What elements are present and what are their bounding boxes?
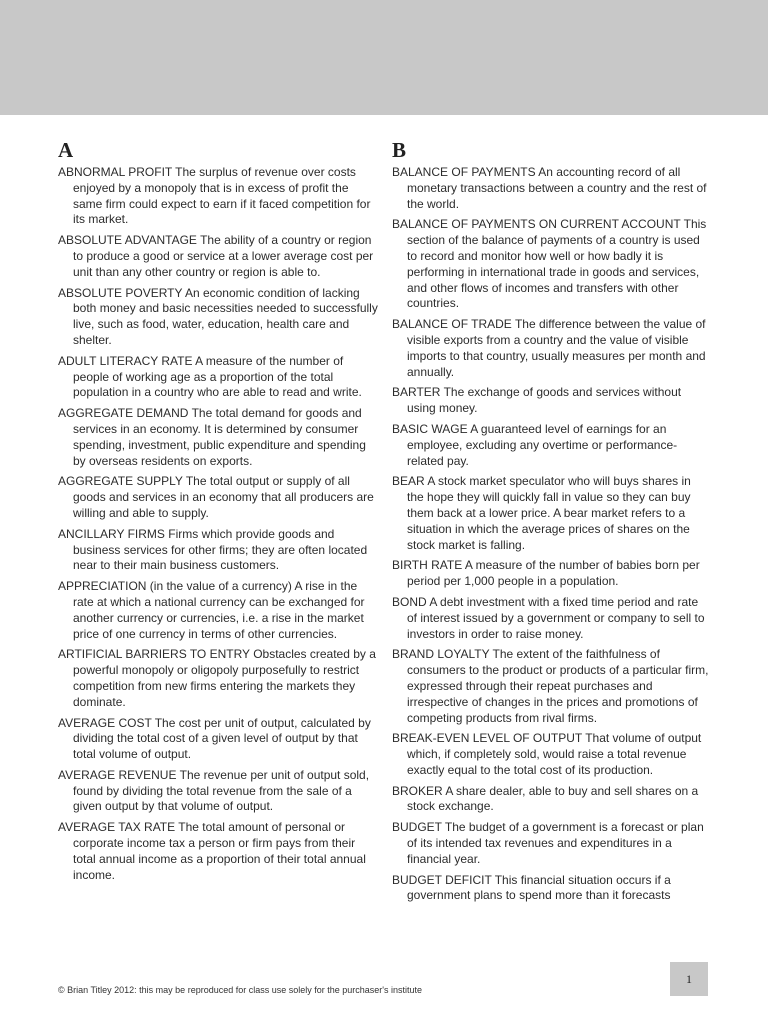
glossary-entry bbox=[392, 784, 710, 816]
glossary-entry bbox=[58, 233, 380, 280]
entry-term: BIRTH RATE bbox=[392, 558, 463, 573]
entry-definition: The difference between the value of visible exports from a country and the value of visible imports to that country, usually measures per month and annually. bbox=[407, 317, 706, 379]
glossary-entry bbox=[392, 317, 710, 380]
entry-term: APPRECIATION (in the value of a currency) bbox=[58, 579, 292, 594]
entry-definition: The total output or supply of all goods and services in an economy that all producers are willing and able to supply. bbox=[73, 474, 374, 520]
entry-list-a bbox=[58, 165, 380, 883]
entry-term: BUDGET bbox=[392, 820, 442, 835]
glossary-entry bbox=[392, 873, 710, 905]
glossary-entry bbox=[58, 165, 380, 228]
glossary-entry bbox=[392, 820, 710, 867]
entry-definition: A rise in the rate at which a national currency can be exchanged for another currency or currencies, i.e. a rise in the market price of one currency in terms of other currencies. bbox=[73, 579, 365, 641]
entry-definition: The total amount of personal or corporate income tax a person or firm pays from their total annual income as a proportion of their total annual income. bbox=[73, 820, 366, 882]
glossary-entry bbox=[392, 647, 710, 726]
glossary-entry bbox=[58, 354, 380, 401]
page-number-box bbox=[670, 962, 708, 996]
entry-term: AGGREGATE SUPPLY bbox=[58, 474, 183, 489]
entry-definition: The cost per unit of output, calculated by dividing the total cost of a given level of output by that total volume of output. bbox=[73, 715, 371, 762]
entry-term: ABSOLUTE POVERTY bbox=[58, 285, 183, 300]
section-letter-a: A bbox=[58, 138, 74, 162]
header-band bbox=[0, 0, 768, 115]
entry-term: ANCILLARY FIRMS bbox=[58, 526, 165, 541]
entry-term: AGGREGATE DEMAND bbox=[58, 406, 189, 421]
glossary-entry bbox=[392, 474, 710, 553]
entry-term: BREAK-EVEN LEVEL OF OUTPUT bbox=[392, 731, 583, 746]
entry-definition: The budget of a government is a forecast or plan of its intended tax revenues and expenditures in a financial year. bbox=[407, 820, 704, 866]
entry-definition: A measure of the number of babies born per period per 1,000 people in a population. bbox=[407, 558, 700, 589]
glossary-entry bbox=[392, 385, 710, 417]
entry-term: ADULT LITERACY RATE bbox=[58, 353, 193, 368]
entry-term: BASIC WAGE bbox=[392, 421, 468, 436]
entry-definition: The extent of the faithfulness of consumers to the product or products of a particular firm, expressed through their repeat purchases and irrespective of changes in the prices and promotions of competing products from rival firms. bbox=[407, 647, 709, 725]
entry-definition: The exchange of goods and services without using money. bbox=[407, 385, 682, 416]
entry-term: ABNORMAL PROFIT bbox=[58, 165, 173, 179]
entry-definition: A debt investment with a fixed time period and rate of interest issued by a government or company to sell to investors in order to raise money. bbox=[407, 594, 705, 641]
section-letter-b: B bbox=[392, 138, 407, 162]
glossary-entry bbox=[58, 474, 380, 521]
page-number: 1 bbox=[686, 971, 692, 986]
entry-definition: A share dealer, able to buy and sell shares on a stock exchange. bbox=[407, 783, 699, 814]
glossary-entry bbox=[58, 406, 380, 469]
glossary-entry bbox=[392, 422, 710, 469]
glossary-entry bbox=[58, 820, 380, 883]
entry-term: BOND bbox=[392, 594, 427, 609]
glossary-entry bbox=[58, 286, 380, 349]
glossary-entry bbox=[392, 731, 710, 778]
entry-definition: The ability of a country or region to produce a good or service at a lower average cost per unit than any other country or region is able to. bbox=[73, 233, 374, 279]
entry-definition: A stock market speculator who will buys shares in the hope they will quickly fall in value so they can buy them back at a lower price. A bear market refers to a situation in which the average prices of shares on the stock market is falling. bbox=[407, 474, 691, 552]
entry-definition: An economic condition of lacking both money and basic necessities needed to successfully live, such as food, water, education, health care and shelter. bbox=[73, 285, 378, 347]
entry-term: BALANCE OF PAYMENTS bbox=[392, 165, 536, 179]
glossary-entry bbox=[58, 647, 380, 710]
glossary-column-a bbox=[58, 140, 380, 888]
entry-term: AVERAGE TAX RATE bbox=[58, 820, 176, 835]
entry-term: ABSOLUTE ADVANTAGE bbox=[58, 233, 197, 248]
glossary-entry bbox=[58, 768, 380, 815]
copyright-footer: © Brian Titley 2012: this may be reproduced for class use solely for the purchaser's institute bbox=[58, 985, 423, 995]
entry-term: BROKER bbox=[392, 783, 443, 798]
glossary-entry bbox=[58, 716, 380, 763]
glossary-entry bbox=[58, 579, 380, 642]
entry-definition: An accounting record of all monetary transactions between a country and the rest of the world. bbox=[407, 165, 707, 211]
glossary-entry bbox=[392, 595, 710, 642]
entry-term: BALANCE OF TRADE bbox=[392, 317, 512, 332]
entry-definition: A guaranteed level of earnings for an employee, excluding any overtime or performance-related pay. bbox=[407, 421, 678, 468]
entry-definition: Firms which provide goods and business services for other firms; they are often located near to their main business customers. bbox=[73, 526, 368, 573]
entry-definition: This financial situation occurs if a government plans to spend more than it forecasts bbox=[407, 872, 671, 903]
glossary-entry bbox=[392, 217, 710, 312]
entry-term: BRAND LOYALTY bbox=[392, 647, 490, 662]
entry-term: BARTER bbox=[392, 385, 441, 400]
entry-definition: The total demand for goods and services in an economy. It is determined by consumer spending, investment, public expenditure and spending by overseas residents on exports. bbox=[73, 406, 366, 468]
entry-definition: The surplus of revenue over costs enjoyed by a monopoly that is in excess of profit the same firm could expect to earn if it faced competition for its market. bbox=[73, 165, 371, 227]
entry-definition: A measure of the number of people of working age as a proportion of the total population in a country who are able to read and write. bbox=[73, 353, 362, 400]
entry-term: AVERAGE REVENUE bbox=[58, 767, 177, 782]
entry-definition: The revenue per unit of output sold, found by dividing the total revenue from the sale of a given output by that volume of output. bbox=[73, 767, 370, 814]
entry-definition: That volume of output which, if completely sold, would raise a total revenue exactly equal to the total cost of its production. bbox=[407, 731, 702, 777]
glossary-entry bbox=[392, 558, 710, 590]
entry-term: AVERAGE COST bbox=[58, 715, 152, 730]
entry-list-b bbox=[392, 165, 710, 904]
glossary-column-b bbox=[392, 140, 710, 909]
entry-definition: Obstacles created by a powerful monopoly or oligopoly purposefully to restrict competition from new firms entering the markets they dominate. bbox=[73, 647, 376, 709]
entry-term: ARTIFICIAL BARRIERS TO ENTRY bbox=[58, 647, 250, 662]
entry-term: BALANCE OF PAYMENTS ON CURRENT ACCOUNT bbox=[392, 217, 681, 232]
entry-term: BUDGET DEFICIT bbox=[392, 872, 492, 887]
entry-definition: This section of the balance of payments of a country is used to record and monitor how well or how badly it is performing in international trade in goods and services, and other flows of incomes and transfers with other countries. bbox=[407, 217, 707, 311]
entry-term: BEAR bbox=[392, 474, 425, 489]
glossary-entry bbox=[392, 165, 710, 212]
glossary-entry bbox=[58, 527, 380, 574]
